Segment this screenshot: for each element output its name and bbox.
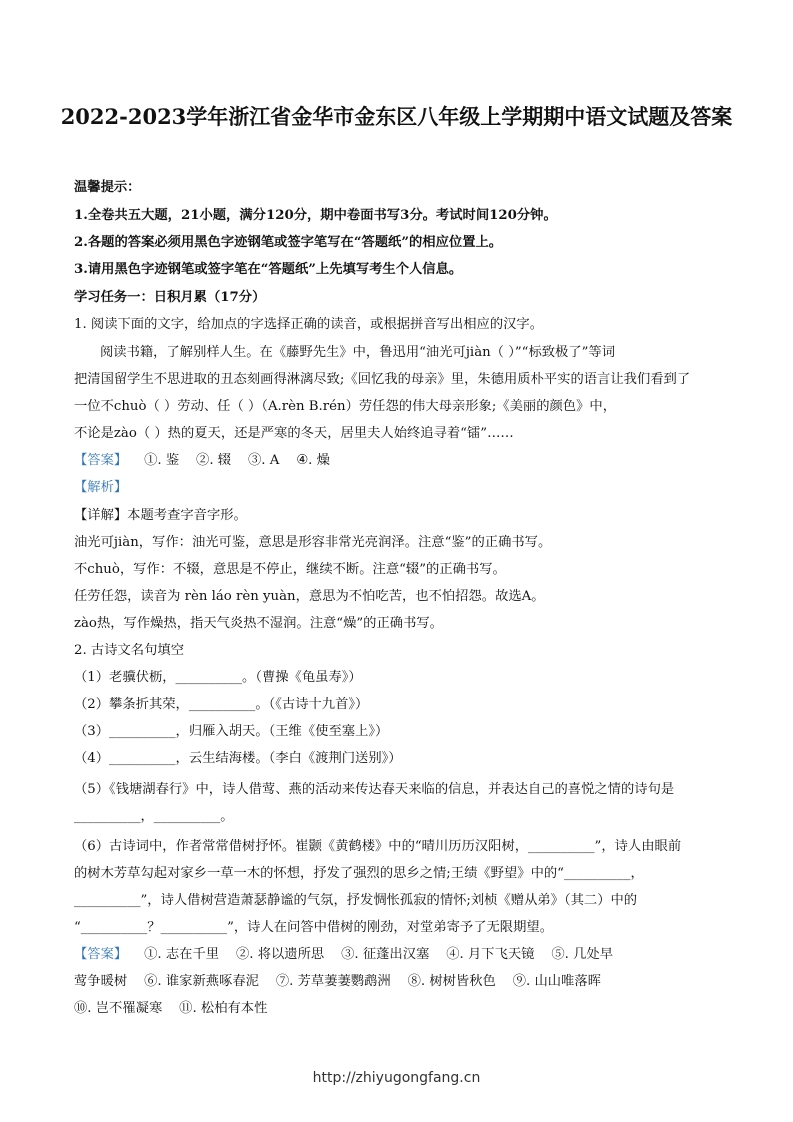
q1-passage-line: 不论是zào（ ）热的夏天，还是严寒的冬天，居里夫人始终追寻着“镭”…… <box>74 426 514 441</box>
task1-heading: 学习任务一：日积月累（17分） <box>74 290 266 305</box>
q2-stem: 2. 古诗文名句填空 <box>74 643 184 658</box>
q1-detail-line: 任劳任怨，读音为 rèn láo rèn yuàn，意思为不怕吃苦，也不怕招怨。故选A。 <box>74 589 545 604</box>
q2-answer-line: ⑩. 岂不罹凝寒 ⑪. 松柏有本性 <box>74 1001 268 1016</box>
document-title: 2022-2023学年浙江省金华市金东区八年级上学期期中语文试题及答案 <box>60 104 733 129</box>
q2-item-5-blanks: __________，__________。 <box>74 809 234 824</box>
analysis-tag: 【解析】 <box>74 480 128 495</box>
q2-item-1: （1）老骥伏枥，__________。（曹操《龟虽寿》） <box>74 670 362 685</box>
q1-detail: 【详解】本题考查字音字形。 <box>74 508 247 523</box>
q2-item-6: （6）古诗词中，作者常常借树抒怀。崔颢《黄鹤楼》中的“晴川历历汉阳树，__________”，诗人由眼前 <box>74 839 682 854</box>
q2-item-3: （3）__________，归雁入胡天。（王维《使至塞上》） <box>74 724 389 739</box>
q1-passage-line: 一位不chuò（ ）劳动、任（ ）（A.rèn B.rén）劳任怨的伟大母亲形象;《美丽的颜色》中， <box>74 399 616 414</box>
q2-answer: ①. 志在千里 ②. 将以遗所思 ③. 征蓬出汉塞 ④. 月下飞天镜 ⑤. 几处早 <box>127 947 614 962</box>
q1-detail-line: 不chuò，写作：不辍，意思是不停止，继续不断。注意“辍”的正确书写。 <box>74 562 506 577</box>
q2-answer-line: 莺争暖树 ⑥. 谁家新燕啄春泥 ⑦. 芳草萋萋鹦鹉洲 ⑧. 树树皆秋色 ⑨. 山山唯落晖 <box>74 974 601 989</box>
q2-item-5: （5）《钱塘湖春行》中，诗人借莺、燕的活动来传达春天来临的信息，并表达自己的喜悦之情的诗句是 <box>74 782 675 797</box>
footer-url: http://zhiyugongfang.cn <box>312 1070 481 1086</box>
answer-tag: 【答案】 <box>74 453 128 468</box>
q1-detail-line: zào热，写作燥热，指天气炎热不湿润。注意“燥”的正确书写。 <box>74 616 443 631</box>
tip-1: 1.全卷共五大题，21小题，满分120分，期中卷面书写3分。考试时间120分钟。 <box>74 208 557 223</box>
q2-answer-row <box>74 945 734 965</box>
q1-passage-line: 把清国留学生不思进取的丑态刻画得淋漓尽致;《回忆我的母亲》里，朱德用质朴平实的语言让我们看到了 <box>74 372 691 387</box>
q2-item-4: （4）__________，云生结海楼。（李白《渡荆门送别》） <box>74 751 402 766</box>
q2-item-2: （2）攀条折其荣，__________。（《古诗十九首》） <box>74 697 369 712</box>
q1-stem: 1. 阅读下面的文字，给加点的字选择正确的读音，或根据拼音写出相应的汉字。 <box>74 317 544 332</box>
q1-passage-line: 阅读书籍，了解别样人生。在《藤野先生》中，鲁迅用“油光可jiàn（ ）”“标致极了”等词 <box>100 345 616 360</box>
answer-tag: 【答案】 <box>74 947 128 962</box>
q1-answer-row <box>74 451 734 471</box>
q1-detail-line: 油光可jiàn，写作：油光可鉴，意思是形容非常光亮润泽。注意“鉴”的正确书写。 <box>74 535 552 550</box>
tips-heading: 温馨提示： <box>74 180 141 195</box>
q1-answer: ①. 鉴 ②. 辍 ③. A ④. 燥 <box>127 453 330 468</box>
tip-3: 3.请用黑色字迹钢笔或签字笔在“答题纸”上先填写考生个人信息。 <box>74 262 463 277</box>
q2-item-6-line: 的树木芳草勾起对家乡一草一木的怀想，抒发了强烈的思乡之情;王绩《野望》中的“__________， <box>74 866 644 881</box>
q2-item-6-line: “__________？__________”，诗人在问答中借树的刚劲，对堂弟寄予了无限期望。 <box>74 920 553 935</box>
q2-item-6-line: __________”，诗人借树营造萧瑟静谧的气氛，抒发惆怅孤寂的情怀;刘桢《赠从弟》（其二）中的 <box>74 893 638 908</box>
tip-2: 2.各题的答案必须用黑色字迹钢笔或签字笔写在“答题纸”的相应位置上。 <box>74 235 503 250</box>
